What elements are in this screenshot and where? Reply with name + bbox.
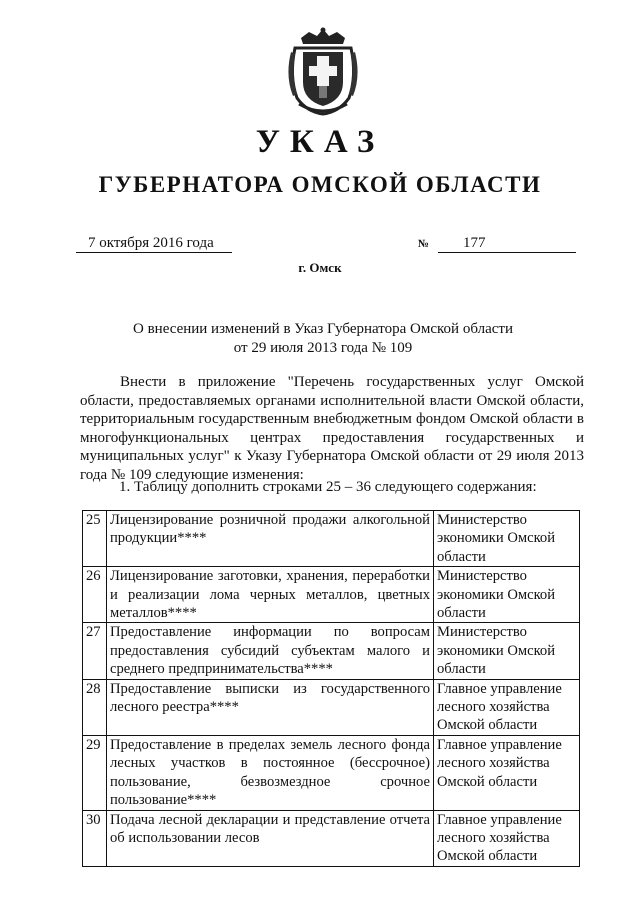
table-row (83, 735, 580, 810)
document-date: 7 октября 2016 года (88, 235, 214, 251)
document-number: 177 (463, 235, 486, 251)
row-number: 30 (83, 810, 107, 866)
service-name: Предоставление информации по вопросам предоставления субсидий субъектам малого и среднего предпринимательства**** (107, 623, 434, 679)
city: г. Омск (298, 260, 342, 275)
responsible-body: Министерство экономики Омской области (434, 623, 580, 679)
service-name: Лицензирование розничной продажи алкогольной продукции**** (107, 511, 434, 567)
body-paragraph: Внести в приложение "Перечень государственных услуг Омской области, предоставляемых органами исполнительной власти Омской области, территориальным государственным внебюджетным фондом Омской области в многофункциональных центрах предоставления государственных и муниципальных услуг" к Указу Губернатора Омской области от 29 июля 2013 года № 109 следующие изменения: (80, 374, 584, 483)
service-name: Подача лесной декларации и представление отчета об использовании лесов (107, 810, 434, 866)
table-row (83, 679, 580, 735)
document-subtitle: ГУБЕРНАТОРА ОМСКОЙ ОБЛАСТИ (98, 172, 542, 197)
table-row (83, 511, 580, 567)
point-1: 1. Таблицу дополнить строками 25 – 36 следующего содержания: (119, 479, 537, 495)
service-name: Предоставление в пределах земель лесного фонда лесных участков в постоянное (бессрочное) пользование, безвозмездное срочное пользование**** (107, 735, 434, 810)
service-name: Лицензирование заготовки, хранения, переработки и реализации лома черных металлов, цветных металлов**** (107, 567, 434, 623)
row-number: 29 (83, 735, 107, 810)
responsible-body: Министерство экономики Омской области (434, 511, 580, 567)
number-sign: № (418, 238, 430, 250)
table-row (83, 623, 580, 679)
subject-line-2: от 29 июля 2013 года № 109 (233, 340, 413, 356)
service-name: Предоставление выписки из государственного лесного реестра**** (107, 679, 434, 735)
table-row (83, 567, 580, 623)
number-underline (438, 252, 576, 253)
responsible-body: Главное управление лесного хозяйства Омской области (434, 810, 580, 866)
body-text (80, 373, 584, 484)
row-number: 25 (83, 511, 107, 567)
responsible-body: Главное управление лесного хозяйства Омской области (434, 735, 580, 810)
row-number: 28 (83, 679, 107, 735)
row-number: 26 (83, 567, 107, 623)
table-row (83, 810, 580, 866)
responsible-body: Министерство экономики Омской области (434, 567, 580, 623)
coat-of-arms-emblem (287, 26, 359, 116)
date-underline (76, 252, 232, 253)
document-title: УКАЗ (255, 124, 385, 160)
services-table (82, 510, 580, 867)
row-number: 27 (83, 623, 107, 679)
responsible-body: Главное управление лесного хозяйства Омской области (434, 679, 580, 735)
subject-line-1: О внесении изменений в Указ Губернатора Омской области (133, 321, 513, 337)
document-subject (80, 320, 566, 358)
